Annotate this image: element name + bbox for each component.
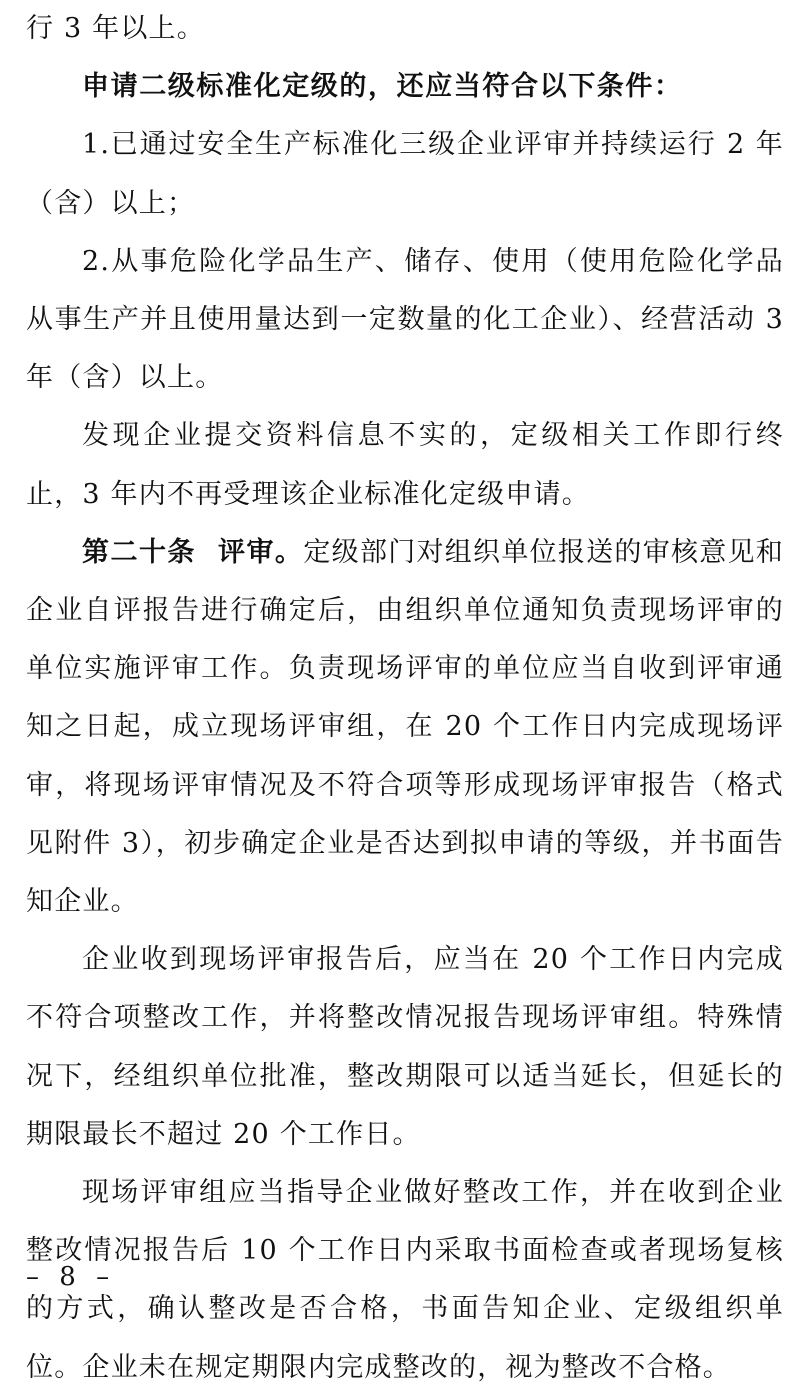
paragraph-condition-1: 1.已通过安全生产标准化三级企业评审并持续运行 2 年（含）以上； [26,129,784,219]
paragraph-review-guidance: 现场评审组应当指导企业做好整改工作，并在收到企业整改情况报告后 10 个工作日内采取书面检查或者现场复核的方式，确认整改是否合格，书面告知企业、定级组织单位。企业未在规定期限内完成整改的，视为整改不合格。 [26,1177,784,1383]
page-number: – 8 – [26,1262,116,1292]
paragraph-rectification: 企业收到现场评审报告后，应当在 20 个工作日内完成不符合项整改工作，并将整改情况报告现场评审组。特殊情况下，经组织单位批准，整改期限可以适当延长，但延长的期限最长不超过 20 个工作日。 [26,944,784,1150]
article-body: 定级部门对组织单位报送的审核意见和企业自评报告进行确定后，由组织单位通知负责现场评审的单位实施评审工作。负责现场评审的单位应当自收到评审通知之日起，成立现场评审组，在 20 个工作日内完成现场评审，将现场评审情况及不符合项等形成现场评审报告（格式见附件 3），初步确定企业是否达到拟申请的等级，并书面告知企业。 [26,536,784,918]
document-body [26,0,784,1397]
paragraph-false-information: 发现企业提交资料信息不实的，定级相关工作即行终止，3 年内不再受理该企业标准化定级申请。 [26,420,784,510]
article-title: 评审。 [217,536,304,568]
article-number: 第二十条 [82,536,196,568]
paragraph-level2-conditions-heading: 申请二级标准化定级的，还应当符合以下条件： [82,71,683,103]
paragraph-continuation: 行 3 年以上。 [26,13,205,44]
paragraph-condition-2: 2.从事危险化学品生产、储存、使用（使用危险化学品从事生产并且使用量达到一定数量的化工企业）、经营活动 3 年（含）以上。 [26,245,784,394]
paragraph-article-20 [26,524,784,931]
